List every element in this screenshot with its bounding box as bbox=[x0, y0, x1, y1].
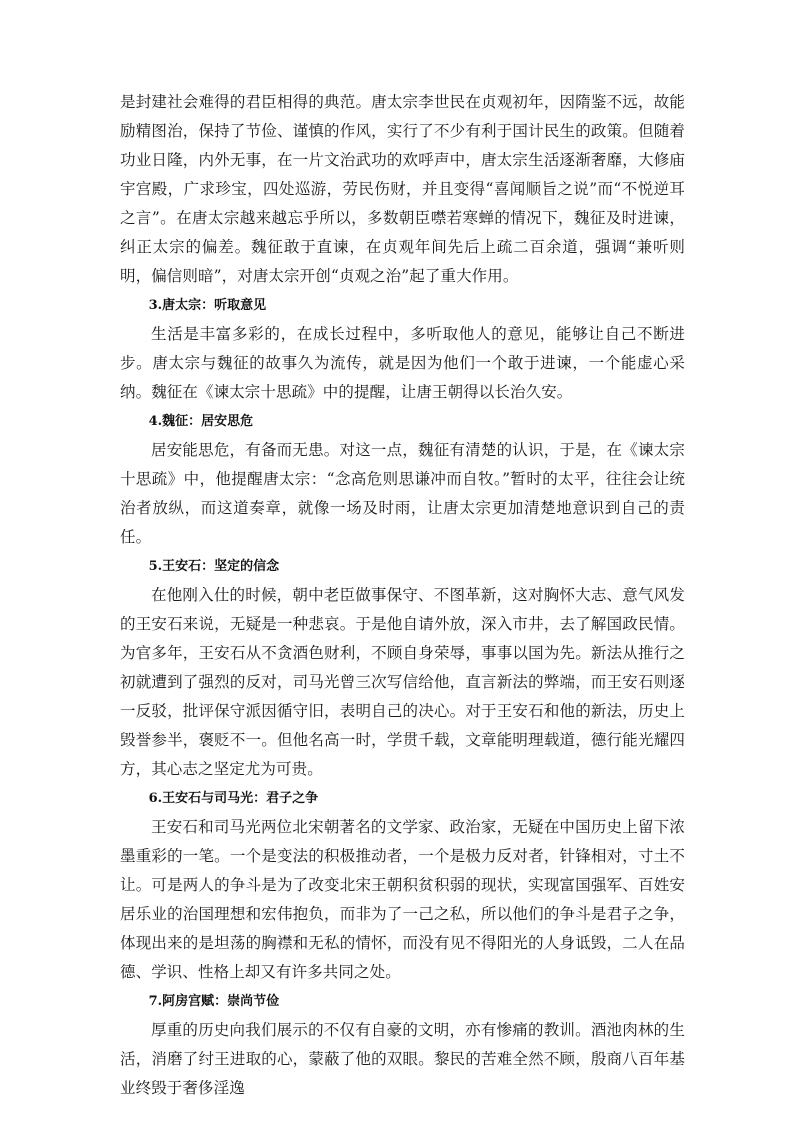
section-heading-3: 3.唐太宗：听取意见 bbox=[148, 298, 267, 313]
section-body-7: 厚重的历史向我们展示的不仅有自豪的文明，亦有惨痛的教训。酒池肉林的生活，消磨了纣王进取的心，蒙蔽了他的双眼。黎民的苦难全然不顾，殷商八百年基业终毁于奢侈淫逸 bbox=[120, 1021, 685, 1097]
intro-paragraph: 是封建社会难得的君臣相得的典范。唐太宗李世民在贞观初年，因隋鉴不远，故能励精图治，保持了节俭、谨慎的作风，实行了不少有利于国计民生的政策。但随着功业日隆，内外无事，在一片文治武功的欢呼声中，唐太宗生活逐渐奢靡，大修庙宇宫殿，广求珍宝，四处巡游，劳民伤财，并且变得“喜闻顺旨之说”而“不悦逆耳之言”。在唐太宗越来越忘乎所以，多数朝臣噤若寒蝉的情况下，魏征及时进谏，纠正太宗的偏差。魏征敢于直谏，在贞观年间先后上疏二百余道，强调“兼听则明，偏信则暗”，对唐太宗开创“贞观之治”起了重大作用。 bbox=[120, 93, 685, 285]
section-body-5: 在他刚入仕的时候，朝中老臣做事保守、不图革新，这对胸怀大志、意气风发的王安石来说，无疑是一种悲哀。于是他自请外放，深入市井，去了解国政民情。为官多年，王安石从不贪酒色财利，不顾自身荣辱，事事以国为先。新法从推行之初就遭到了强烈的反对，司马光曾三次写信给他，直言新法的弊端，而王安石则逐一反驳，批评保守派因循守旧，表明自己的决心。对于王安石和他的新法，历史上毁誉参半，褒贬不一。但他名高一时，学贯千载，文章能明理载道，德行能光耀四方，其心志之坚定尤为可贵。 bbox=[120, 586, 685, 778]
section-heading-7: 7.阿房宫赋：崇尚节俭 bbox=[148, 994, 280, 1009]
section-heading-4: 4.魏征：居安思危 bbox=[148, 414, 254, 429]
section-heading-6: 6.王安石与司马光：君子之争 bbox=[148, 791, 319, 806]
section-body-6: 王安石和司马光两位北宋朝著名的文学家、政治家，无疑在中国历史上留下浓墨重彩的一笔。一个是变法的积极推动者，一个是极力反对者，针锋相对，寸土不让。可是两人的争斗是为了改变北宋王朝积贫积弱的现状，实现富国强军、百姓安居乐业的治国理想和宏伟抱负，而非为了一己之私，所以他们的争斗是君子之争，体现出来的是坦荡的胸襟和无私的情怀，而没有见不得阳光的人身诋毁，二人在品德、学识、性格上却又有许多共同之处。 bbox=[120, 818, 685, 981]
section-heading-5: 5.王安石：坚定的信念 bbox=[148, 559, 280, 574]
section-body-4: 居安能思危，有备而无患。对这一点，魏征有清楚的认识，于是，在《谏太宗十思疏》中，他提醒唐太宗：“念高危则思谦冲而自牧。”暂时的太平，往往会让统治者放纵，而这道奏章，就像一场及时雨，让唐太宗更加清楚地意识到自己的责任。 bbox=[120, 441, 685, 546]
document-body bbox=[120, 88, 685, 1103]
section-body-3: 生活是丰富多彩的，在成长过程中，多听取他人的意见，能够让自己不断进步。唐太宗与魏征的故事久为流传，就是因为他们一个敢于进谏，一个能虚心采纳。魏征在《谏太宗十思疏》中的提醒，让唐王朝得以长治久安。 bbox=[120, 325, 685, 401]
